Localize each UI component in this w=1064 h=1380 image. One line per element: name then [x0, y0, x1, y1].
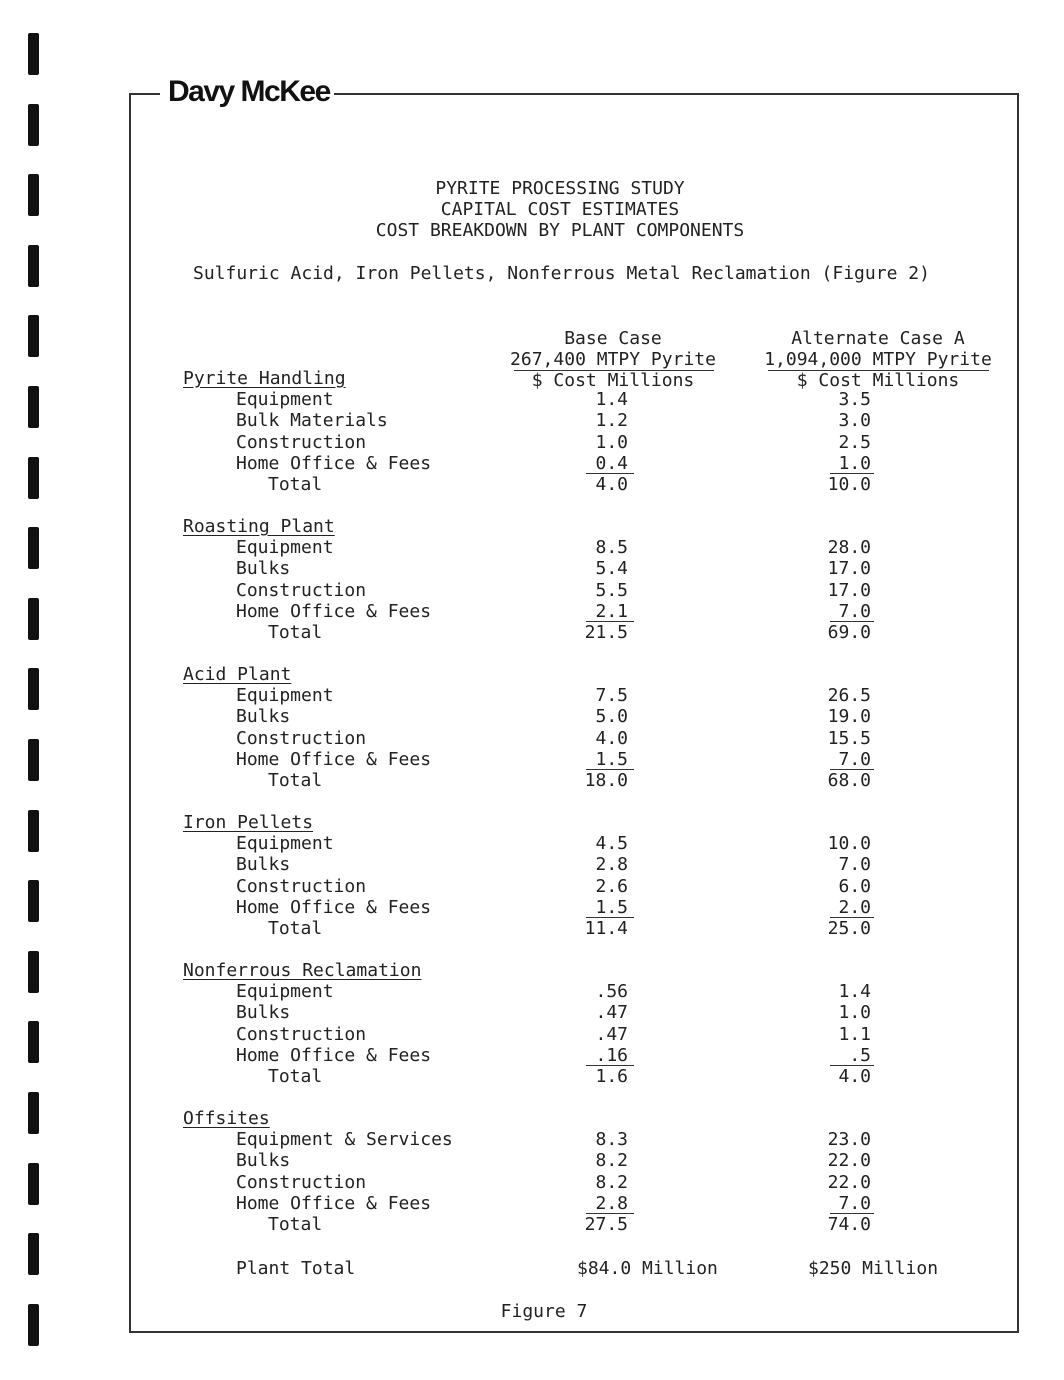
alt-cost-cell: 23.0	[827, 1129, 871, 1151]
alt-cost-cell: 3.5	[838, 389, 871, 411]
section-heading: Acid Plant	[183, 664, 292, 685]
row-label: Construction	[236, 1171, 367, 1193]
row-label: Equipment	[236, 537, 334, 559]
total-label: Total	[268, 474, 323, 495]
row-label: Equipment	[236, 389, 334, 411]
row-label: Bulks	[236, 1002, 291, 1024]
alt-total-cell: 4.0	[838, 1066, 871, 1087]
row-label: Equipment	[236, 685, 334, 707]
section-heading: Nonferrous Reclamation	[183, 960, 422, 981]
base-cost-cell: 2.1	[595, 600, 628, 622]
col-base-capacity: 267,400 MTPY Pyrite	[510, 349, 716, 370]
plant-total-base: $84.0 Million	[577, 1258, 718, 1279]
alt-cost-cell: .5	[849, 1044, 871, 1066]
base-total-cell: 11.4	[584, 918, 628, 939]
base-cost-cell: 0.4	[595, 452, 628, 474]
base-cost-cell: 5.4	[595, 558, 628, 580]
base-cost-cell: 2.6	[595, 875, 628, 897]
alt-cost-cell: 7.0	[838, 600, 871, 622]
alt-cost-cell: 15.5	[827, 727, 871, 749]
total-label: Total	[268, 1066, 323, 1087]
alt-cost-cell: 6.0	[838, 875, 871, 897]
base-cost-cell: 2.8	[595, 854, 628, 876]
binder-hole	[28, 245, 39, 287]
col-base-unit: $ Cost Millions	[531, 370, 695, 391]
base-cost-cell: .47	[595, 1002, 628, 1024]
row-label: Home Office & Fees	[236, 1044, 432, 1066]
alt-cost-cell: 7.0	[838, 1192, 871, 1214]
col-alt-unit: $ Cost Millions	[796, 370, 960, 391]
row-label: Equipment & Services	[236, 1129, 453, 1151]
title-line-3: COST BREAKDOWN BY PLANT COMPONENTS	[375, 220, 745, 241]
section-heading: Iron Pellets	[183, 812, 314, 833]
binder-hole	[28, 457, 39, 499]
row-label: Home Office & Fees	[236, 600, 432, 622]
alt-cost-cell: 19.0	[827, 706, 871, 728]
alt-cost-cell: 10.0	[827, 833, 871, 855]
binder-hole	[28, 810, 39, 852]
row-label: Bulks	[236, 558, 291, 580]
base-cost-cell: 8.2	[595, 1150, 628, 1172]
base-cost-cell: 4.5	[595, 833, 628, 855]
alt-cost-cell: 1.1	[838, 1023, 871, 1045]
alt-cost-cell: 7.0	[838, 748, 871, 770]
row-label: Equipment	[236, 833, 334, 855]
alt-total-cell: 68.0	[827, 770, 871, 791]
title-line-1: PYRITE PROCESSING STUDY	[435, 178, 685, 199]
alt-cost-cell: 22.0	[827, 1171, 871, 1193]
alt-cost-cell: 17.0	[827, 558, 871, 580]
plant-total-alt: $250 Million	[808, 1258, 939, 1279]
binder-hole	[28, 951, 39, 993]
row-label: Bulk Materials	[236, 410, 388, 432]
section-heading: Pyrite Handling	[183, 368, 346, 389]
binder-hole	[28, 174, 39, 216]
binder-hole	[28, 527, 39, 569]
alt-total-cell: 74.0	[827, 1214, 871, 1235]
company-logo: Davy McKee	[160, 72, 334, 112]
alt-cost-cell: 26.5	[827, 685, 871, 707]
alt-total-cell: 10.0	[827, 474, 871, 495]
col-alt-name: Alternate Case A	[791, 328, 965, 349]
alt-cost-cell: 2.0	[838, 896, 871, 918]
base-cost-cell: .47	[595, 1023, 628, 1045]
alt-cost-cell: 1.0	[838, 452, 871, 474]
section-heading: Roasting Plant	[183, 516, 335, 537]
row-label: Bulks	[236, 854, 291, 876]
base-total-cell: 4.0	[595, 474, 628, 495]
alt-cost-cell: 7.0	[838, 854, 871, 876]
binder-hole	[28, 1163, 39, 1205]
section-heading: Offsites	[183, 1108, 270, 1129]
base-cost-cell: 8.5	[595, 537, 628, 559]
binder-hole	[28, 1233, 39, 1275]
alt-cost-cell: 17.0	[827, 579, 871, 601]
alt-cost-cell: 3.0	[838, 410, 871, 432]
binder-hole	[28, 33, 39, 75]
binder-hole	[28, 739, 39, 781]
binder-hole	[28, 315, 39, 357]
base-cost-cell: 1.5	[595, 896, 628, 918]
total-label: Total	[268, 622, 323, 643]
alt-total-cell: 25.0	[827, 918, 871, 939]
row-label: Home Office & Fees	[236, 748, 432, 770]
total-label: Total	[268, 1214, 323, 1235]
col-alt-capacity: 1,094,000 MTPY Pyrite	[764, 349, 992, 370]
col-base-name: Base Case	[564, 328, 662, 349]
row-label: Construction	[236, 431, 367, 453]
row-label: Home Office & Fees	[236, 452, 432, 474]
binder-hole	[28, 880, 39, 922]
title-line-2: CAPITAL COST ESTIMATES	[440, 199, 680, 220]
row-label: Construction	[236, 1023, 367, 1045]
base-total-cell: 21.5	[584, 622, 628, 643]
base-cost-cell: 1.0	[595, 431, 628, 453]
alt-cost-cell: 22.0	[827, 1150, 871, 1172]
subtitle: Sulfuric Acid, Iron Pellets, Nonferrous Metal Reclamation (Figure 2)	[193, 263, 930, 284]
alt-cost-cell: 1.4	[838, 981, 871, 1003]
base-cost-cell: 5.5	[595, 579, 628, 601]
base-cost-cell: 8.3	[595, 1129, 628, 1151]
alt-cost-cell: 28.0	[827, 537, 871, 559]
base-cost-cell: 5.0	[595, 706, 628, 728]
base-total-cell: 1.6	[595, 1066, 628, 1087]
base-cost-cell: 7.5	[595, 685, 628, 707]
binder-hole	[28, 104, 39, 146]
row-label: Home Office & Fees	[236, 1192, 432, 1214]
plant-total-label: Plant Total	[236, 1258, 356, 1279]
base-cost-cell: .16	[595, 1044, 628, 1066]
binder-hole	[28, 1021, 39, 1063]
row-label: Construction	[236, 579, 367, 601]
alt-total-cell: 69.0	[827, 622, 871, 643]
base-cost-cell: 1.2	[595, 410, 628, 432]
base-cost-cell: 4.0	[595, 727, 628, 749]
figure-caption: Figure 7	[500, 1301, 588, 1322]
row-label: Home Office & Fees	[236, 896, 432, 918]
base-total-cell: 27.5	[584, 1214, 628, 1235]
binder-hole	[28, 668, 39, 710]
row-label: Bulks	[236, 706, 291, 728]
base-cost-cell: 1.4	[595, 389, 628, 411]
binder-holes	[22, 0, 42, 1380]
binder-hole	[28, 386, 39, 428]
base-cost-cell: .56	[595, 981, 628, 1003]
binder-hole	[28, 598, 39, 640]
alt-cost-cell: 2.5	[838, 431, 871, 453]
alt-cost-cell: 1.0	[838, 1002, 871, 1024]
row-label: Equipment	[236, 981, 334, 1003]
row-label: Construction	[236, 727, 367, 749]
row-label: Bulks	[236, 1150, 291, 1172]
total-label: Total	[268, 918, 323, 939]
binder-hole	[28, 1304, 39, 1346]
binder-hole	[28, 1092, 39, 1134]
base-cost-cell: 2.8	[595, 1192, 628, 1214]
row-label: Construction	[236, 875, 367, 897]
base-cost-cell: 1.5	[595, 748, 628, 770]
base-cost-cell: 8.2	[595, 1171, 628, 1193]
base-total-cell: 18.0	[584, 770, 628, 791]
total-label: Total	[268, 770, 323, 791]
